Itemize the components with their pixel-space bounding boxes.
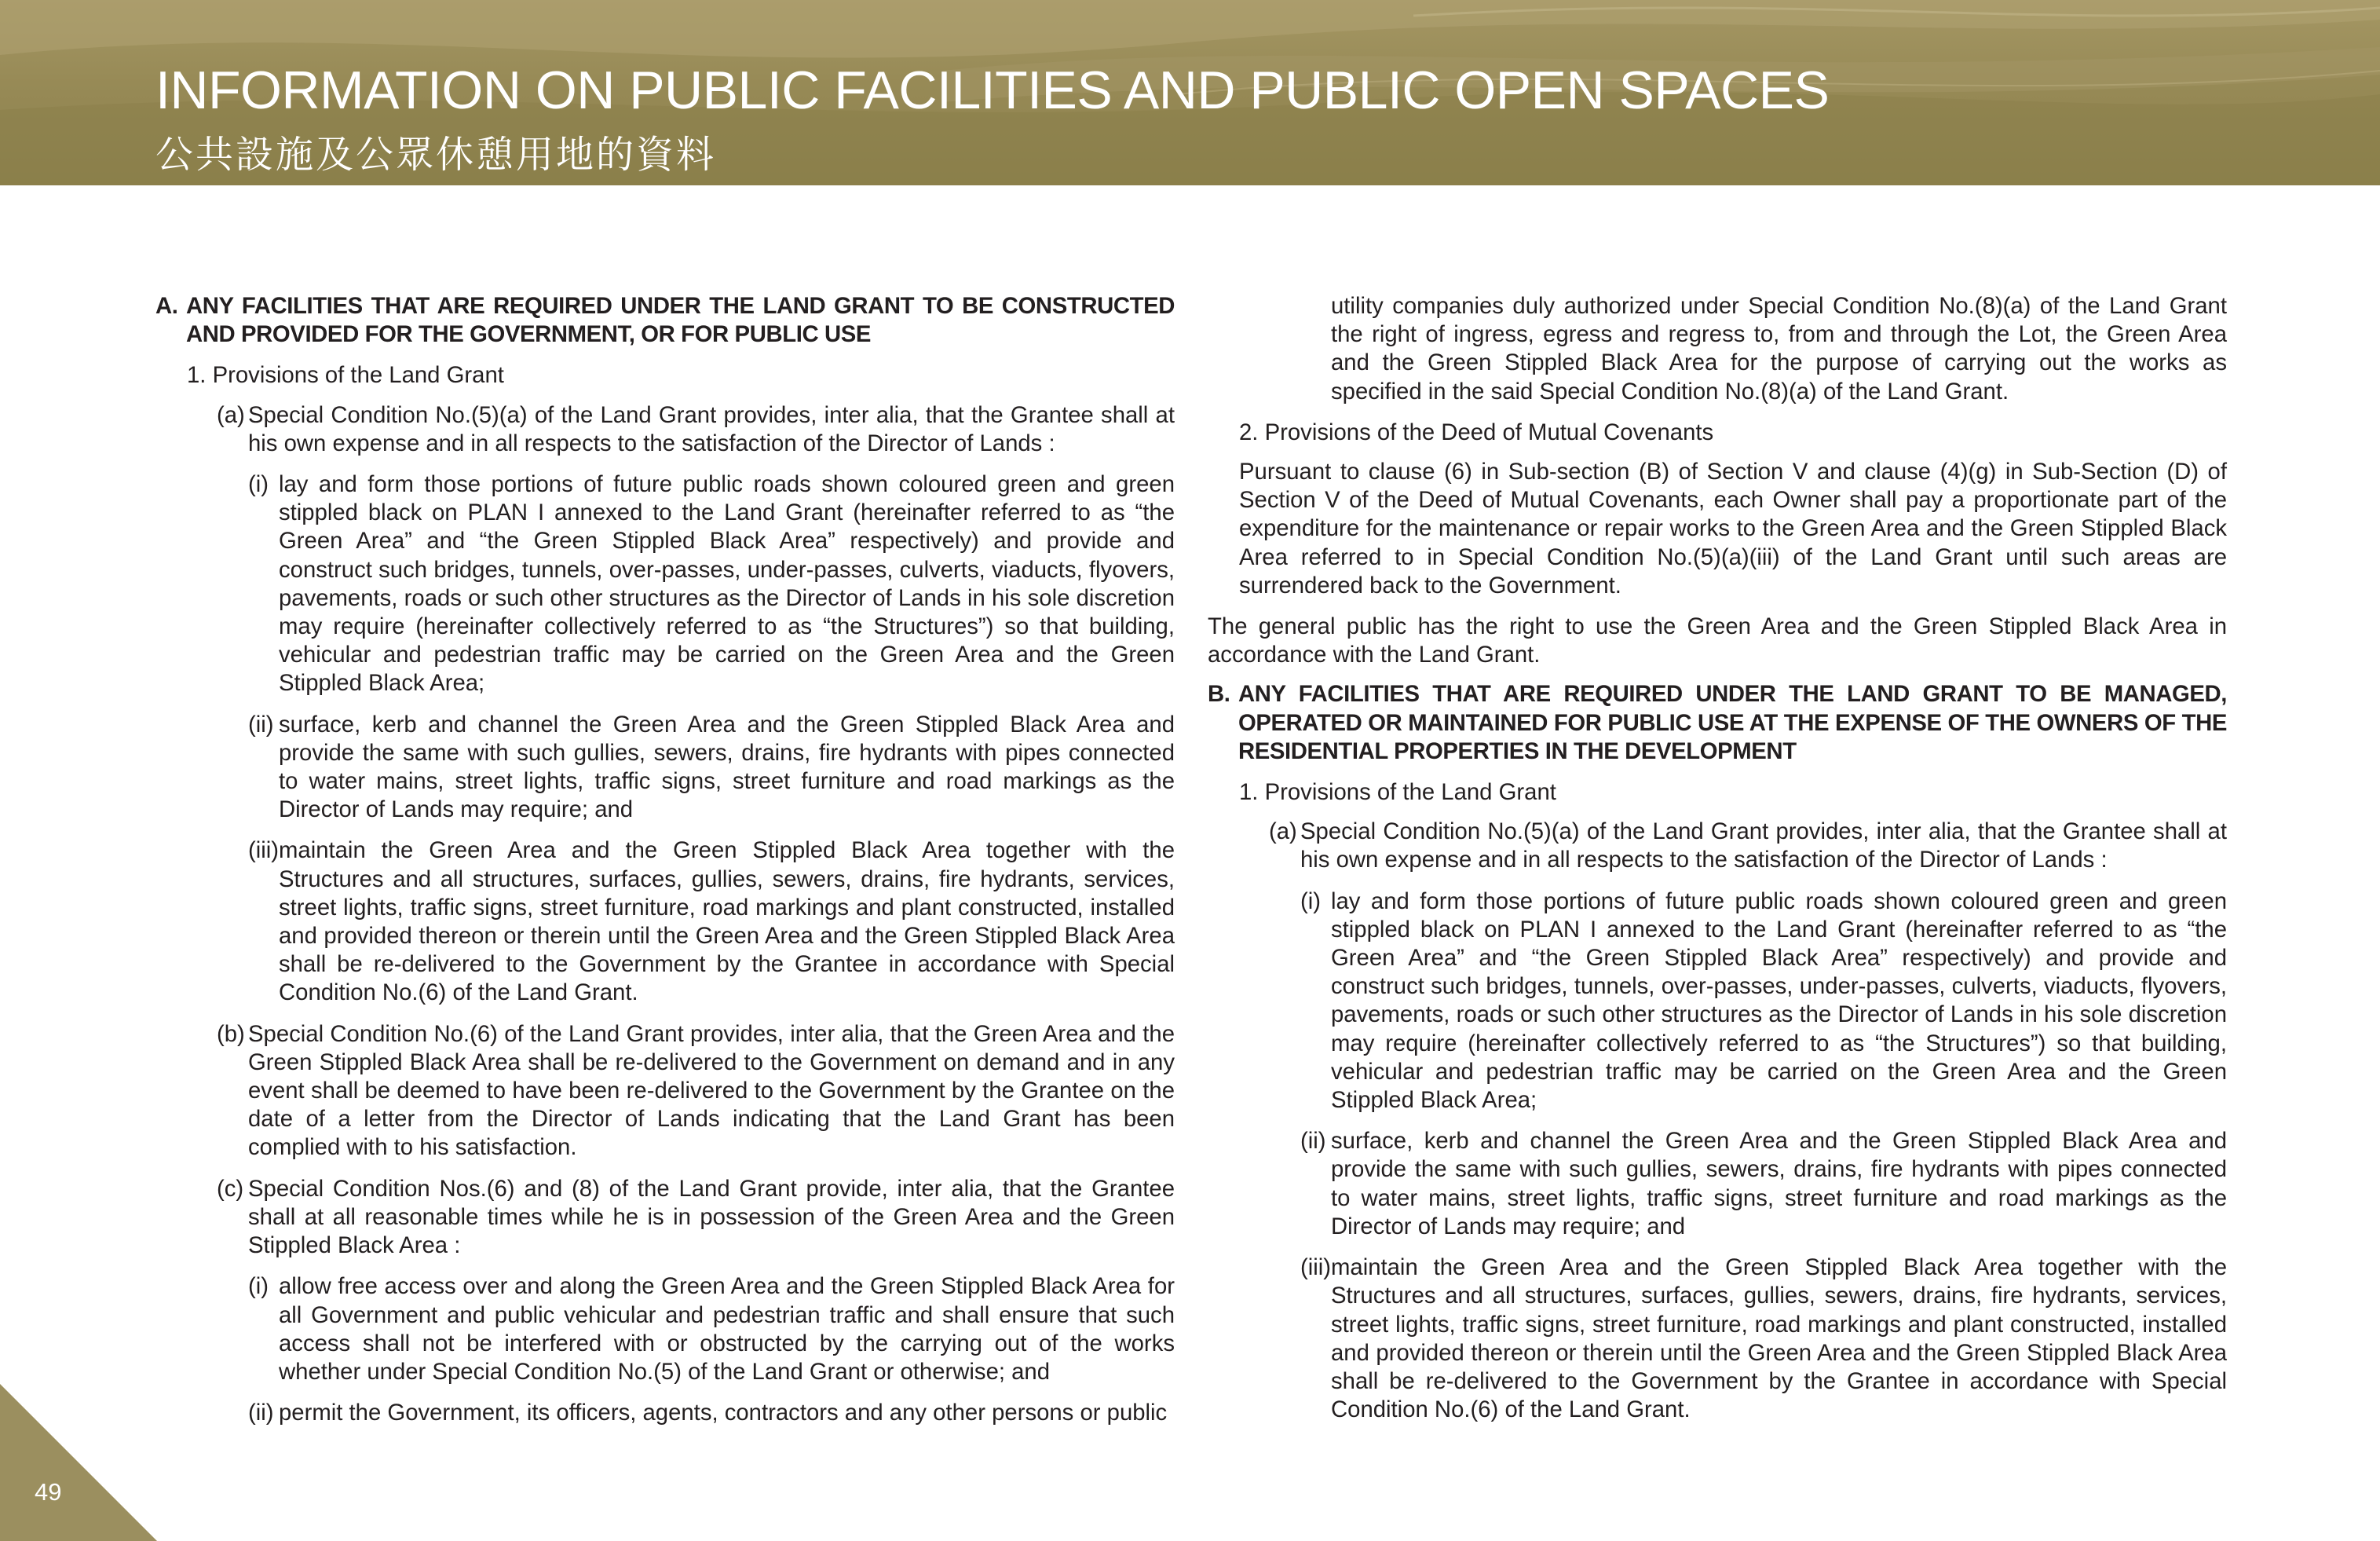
provisions-label: 2. (1239, 419, 1259, 445)
clause-text: Special Condition No.(5)(a) of the Land Grant provides, inter alia, that the Grantee shall at his own expense and in all respects to the satisfaction of the Director of Lands : (248, 401, 1175, 456)
subclause-label: (i) (1300, 888, 1322, 914)
subclause-text: lay and form those portions of future public roads shown coloured green and green stippled black on PLAN I annexed to the Land Grant (hereinafter referred to as “the Green Area” and “the Green Stippled Black Area” respectively) and provide and construct such bridges, tunnels, over-passes, under-passes, culverts, viaducts, flyovers, pavements, roads or such other structures as the Director of Lands in his sole discretion may require (hereinafter collectively referred to as “the Structures”) so that building, vehicular and pedestrian traffic may be carried on the Green Area and the Green Stippled Black Area; (1331, 888, 2227, 1114)
subclause-item (155, 711, 1175, 825)
clause-label: (a) (1269, 818, 1297, 845)
subclause-label: (ii) (248, 1400, 274, 1426)
provisions-label: 1. (1239, 779, 1259, 806)
page-title: INFORMATION ON PUBLIC FACILITIES AND PUBLIC OPEN SPACES (155, 60, 1830, 120)
corner-triangle-decoration (0, 1384, 157, 1541)
section-label: A. (155, 293, 178, 319)
section-b-heading (1208, 680, 2227, 766)
provisions-heading (1208, 419, 2227, 447)
clause-item (155, 1020, 1175, 1162)
clause-text: Special Condition No.(5)(a) of the Land Grant provides, inter alia, that the Grantee shall at his own expense and in all respects to the satisfaction of the Director of Lands : (1300, 818, 2227, 873)
clause-item (155, 401, 1175, 458)
provisions-heading (155, 361, 1175, 390)
subclause-label: (ii) (1300, 1128, 1326, 1155)
clause-label: (c) (217, 1175, 244, 1202)
right-column (1208, 292, 2227, 1437)
clause-text: Special Condition Nos.(6) and (8) of the Land Grant provide, inter alia, that the Grantee shall at all reasonable times while he is in possession of the Green Area and the Green Stippled Black Area : (248, 1175, 1175, 1259)
subclause-label: (iii) (248, 837, 280, 864)
provisions-heading (1208, 778, 2227, 807)
subclause-item (155, 836, 1175, 1007)
subclause-item (1208, 1127, 2227, 1241)
subclause-text: surface, kerb and channel the Green Area and the Green Stippled Black Area and provide the same with such gullies, sewers, drains, fire hydrants with pipes connected to water mains, street lights, traffic signs, street furniture and road markings as the Director of Lands may require; and (279, 711, 1175, 823)
public-right-paragraph: The general public has the right to use the Green Area and the Green Stippled Black Area in accordance with the Land Grant. (1208, 613, 2227, 668)
clause-item (155, 1175, 1175, 1261)
dmc-paragraph: Pursuant to clause (6) in Sub-section (B) of Section V and clause (4)(g) in Sub-Section (D) of Section V of the Deed of Mutual Covenants, each Owner shall pay a proportionate part of the expenditure for the maintenance or repair works to the Green Area and the Green Stippled Black Area referred to in Special Condition No.(5)(a)(iii) of the Land Grant until such areas are surrendered back to the Government. (1239, 459, 2227, 598)
subclause-item (155, 1399, 1175, 1427)
subclause-item (1208, 888, 2227, 1115)
section-text: ANY FACILITIES THAT ARE REQUIRED UNDER THE LAND GRANT TO BE MANAGED, OPERATED OR MAINTAINED FOR PUBLIC USE AT THE EXPENSE OF THE OWNERS OF THE RESIDENTIAL PROPERTIES IN THE DEVELOPMENT (1238, 681, 2227, 764)
subclause-text: lay and form those portions of future public roads shown coloured green and green stippled black on PLAN I annexed to the Land Grant (hereinafter referred to as “the Green Area” and “the Green Stippled Black Area” respectively) and provide and construct such bridges, tunnels, over-passes, under-passes, culverts, viaducts, flyovers, pavements, roads or such other structures as the Director of Lands in his sole discretion may require (hereinafter collectively referred to as “the Structures”) so that building, vehicular and pedestrian traffic may be carried on the Green Area and the Green Stippled Black Area; (279, 471, 1175, 697)
provisions-label: 1. (187, 362, 207, 389)
clause-item (1208, 818, 2227, 874)
provisions-text: Provisions of the Deed of Mutual Covenants (1264, 419, 1714, 445)
section-text: ANY FACILITIES THAT ARE REQUIRED UNDER THE LAND GRANT TO BE CONSTRUCTED AND PROVIDED FOR THE GOVERNMENT, OR FOR PUBLIC USE (186, 293, 1175, 348)
clause-label: (b) (217, 1020, 245, 1047)
page-title-chinese: 公共設施及公眾休憩用地的資料 (155, 133, 717, 177)
provisions-text: Provisions of the Land Grant (212, 362, 504, 389)
subclause-label: (i) (248, 1273, 269, 1300)
subclause-label: (iii) (1300, 1254, 1332, 1281)
subclause-text: maintain the Green Area and the Green Stippled Black Area together with the Structures and all structures, surfaces, gullies, sewers, drains, fire hydrants, services, street lights, traffic signs, street furniture, road markings and plant constructed, installed and provided thereon or therein until the Green Area and the Green Stippled Black Area shall be re-delivered to the Government by the Grantee in accordance with Special Condition No.(6) of the Land Grant. (279, 837, 1175, 1006)
subclause-continuation: utility companies duly authorized under Special Condition No.(8)(a) of the Land Grant the right of ingress, egress and regress to, from and through the Lot, the Green Area and the Green Stippled Black Area for the purpose of carrying out the works as specified in the said Special Condition No.(8)(a) of the Land Grant. (1331, 293, 2227, 404)
subclause-text: allow free access over and along the Green Area and the Green Stippled Black Area for all Government and public vehicular and pedestrian traffic and shall ensure that such access shall not be interfered with or obstructed by the carrying out of the works whether under Special Condition No.(5) of the Land Grant or otherwise; and (279, 1273, 1175, 1385)
left-column (155, 292, 1175, 1440)
subclause-text: surface, kerb and channel the Green Area and the Green Stippled Black Area and provide the same with such gullies, sewers, drains, fire hydrants with pipes connected to water mains, street lights, traffic signs, street furniture and road markings as the Director of Lands may require; and (1331, 1128, 2227, 1239)
page-header (0, 0, 2380, 185)
section-label: B. (1208, 681, 1230, 708)
subclause-text: maintain the Green Area and the Green Stippled Black Area together with the Structures and all structures, surfaces, gullies, sewers, drains, fire hydrants, services, street lights, traffic signs, street furniture, road markings and plant constructed, installed and provided thereon or therein until the Green Area and the Green Stippled Black Area shall be re-delivered to the Government by the Grantee in accordance with Special Condition No.(6) of the Land Grant. (1331, 1254, 2227, 1423)
subclause-item (155, 1272, 1175, 1386)
subclause-item (1208, 1254, 2227, 1424)
provisions-text: Provisions of the Land Grant (1264, 779, 1556, 806)
section-a-heading (155, 292, 1175, 349)
subclause-text: permit the Government, its officers, agents, contractors and any other persons or public (279, 1400, 1168, 1426)
clause-text: Special Condition No.(6) of the Land Grant provides, inter alia, that the Green Area and the Green Stippled Black Area shall be re-delivered to the Government on demand and in any event shall be deemed to have been re-delivered to the Government by the Grantee on the date of a letter from the Director of Lands indicating that the Land Grant has been complied with to his satisfaction. (248, 1020, 1175, 1161)
subclause-label: (i) (248, 471, 269, 498)
subclause-label: (ii) (248, 711, 274, 738)
clause-label: (a) (217, 401, 245, 428)
page-number: 49 (35, 1478, 62, 1506)
subclause-item (155, 470, 1175, 698)
